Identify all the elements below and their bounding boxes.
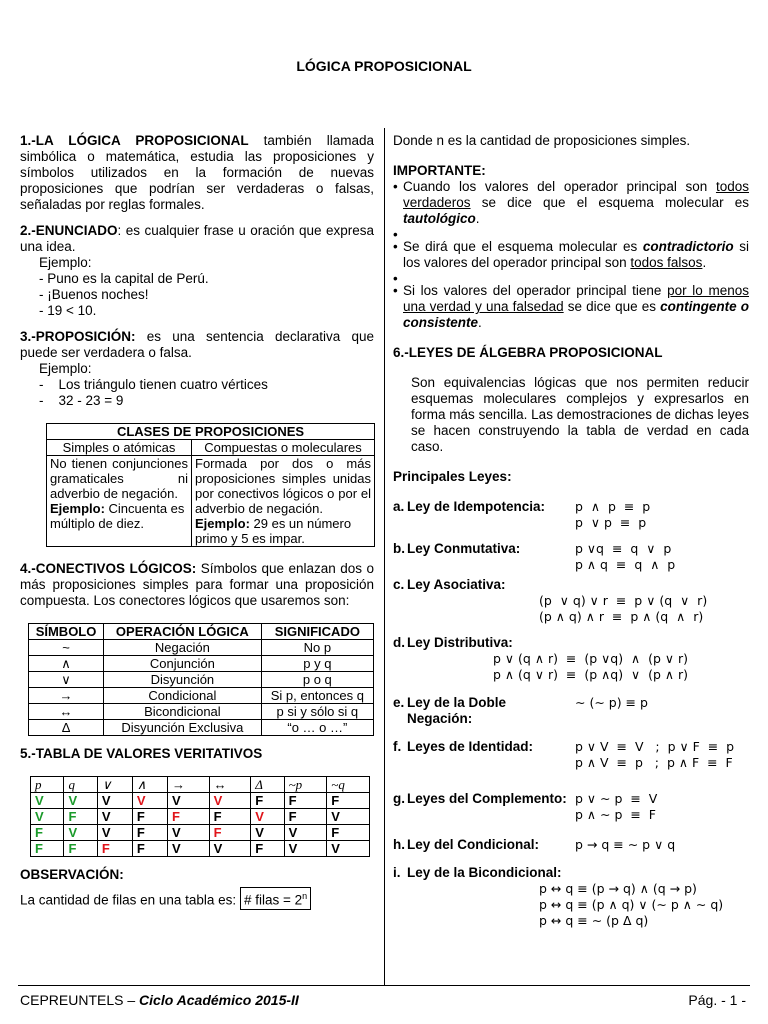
section-1-text: también llamada simbólica o matemática, estudia las proposiciones y símbolos utilizados en la formación de nuevas proposiciones que podrían ser verdaderas o falsas, señaladas por reglas formales. xyxy=(20,133,374,212)
filas-formula: # filas = $2^n$ xyxy=(240,887,311,910)
truth-cell: V xyxy=(31,793,64,809)
law-name: Ley Conmutativa: xyxy=(407,541,521,556)
law-formula: p ∨q ≡ q ∨ p xyxy=(575,541,672,556)
conectivos-header-simbolo: SÍMBOLO xyxy=(29,624,104,640)
left-column xyxy=(20,133,374,910)
truth-cell: F xyxy=(31,841,64,857)
law-name: Ley Distributiva: xyxy=(407,635,513,650)
truth-cell: F xyxy=(251,793,284,809)
truth-cell: V xyxy=(167,825,209,841)
importante-list xyxy=(393,179,749,331)
truth-cell: V xyxy=(167,793,209,809)
section-6-heading: 6.-LEYES DE ÁLGEBRA PROPOSICIONAL xyxy=(393,345,663,360)
law-item xyxy=(393,499,749,531)
law-name: Leyes del Complemento: xyxy=(407,791,567,806)
truth-table xyxy=(30,776,370,857)
section-3-example-1: - Los triángulo tienen cuatro vértices xyxy=(39,377,268,392)
law-formula: p ∧ q ≡ q ∧ p xyxy=(575,557,676,572)
truth-cell: V xyxy=(284,841,327,857)
footer-rule xyxy=(18,985,750,986)
page-title: LÓGICA PROPOSICIONAL xyxy=(296,58,472,74)
section-2-heading: 2.-ENUNCIADO xyxy=(20,223,118,238)
law-formula: p ↔ q ≡ (p → q) ∧ (q → p) xyxy=(539,881,697,896)
law-name: Ley de la Doble Negación: xyxy=(407,695,507,726)
truth-cell: F xyxy=(64,841,97,857)
section-1 xyxy=(20,133,374,213)
law-formula: p ↔ q ≡ ∼ (p Δ q) xyxy=(539,913,649,928)
law-letter: g. xyxy=(393,791,405,806)
section-4-heading: 4.-CONECTIVOS LÓGICOS: xyxy=(20,561,197,576)
section-5-heading: 5.-TABLA DE VALORES VERITATIVOS xyxy=(20,746,263,761)
truth-cell: V xyxy=(327,809,370,825)
section-1-heading: 1.-LA LÓGICA PROPOSICIONAL xyxy=(20,133,249,148)
truth-cell: F xyxy=(209,809,251,825)
truth-cell: V xyxy=(64,825,97,841)
law-letter: h. xyxy=(393,837,405,852)
footer-org: CEPREUNTELS – Ciclo Académico 2015-II xyxy=(20,992,299,1008)
section-2-example-1: - Puno es la capital de Perú. xyxy=(39,271,209,286)
truth-cell: V xyxy=(251,809,284,825)
donde-text: Donde n es la cantidad de proposiciones simples. xyxy=(393,133,691,148)
truth-cell: F xyxy=(31,825,64,841)
law-letter: d. xyxy=(393,635,405,650)
law-formula: p ∧ (q ∨ r) ≡ (p ∧q) ∨ (p ∧ r) xyxy=(493,667,689,682)
section-2-text: : es cualquier frase u oración que expresa una idea. xyxy=(20,223,374,254)
law-formula: (p ∧ q) ∧ r ≡ p ∧ (q ∧ r) xyxy=(539,609,704,624)
law-name: Ley Asociativa: xyxy=(407,577,506,592)
law-letter: i. xyxy=(393,865,401,880)
truth-cell: F xyxy=(209,825,251,841)
section-3 xyxy=(20,329,374,361)
right-column xyxy=(393,133,749,937)
table-row xyxy=(31,793,370,809)
conectivos-header-significado: SIGNIFICADO xyxy=(261,624,373,640)
law-name: Ley de Idempotencia: xyxy=(407,499,546,514)
law-formula: p ∨ V ≡ V ; p ∨ F ≡ p xyxy=(575,739,735,754)
truth-cell: F xyxy=(327,793,370,809)
truth-table-header: q xyxy=(64,777,97,793)
observacion-heading: OBSERVACIÓN: xyxy=(20,867,124,882)
table-row: Δ Disyunción Exclusiva “o … o …” xyxy=(29,720,374,736)
importante-heading: IMPORTANTE: xyxy=(393,163,486,178)
truth-cell: V xyxy=(327,841,370,857)
law-formula: p ∧ p ≡ p xyxy=(575,499,651,514)
truth-table-header: ∧ xyxy=(132,777,167,793)
section-3-heading: 3.-PROPOSICIÓN: xyxy=(20,329,136,344)
table-row xyxy=(31,809,370,825)
truth-table-header: p xyxy=(31,777,64,793)
observacion-line xyxy=(20,887,374,910)
truth-cell: V xyxy=(64,793,97,809)
section-3-text: es una sentencia declarativa que puede ser verdadera o falsa. xyxy=(20,329,374,360)
truth-table-header: ~q xyxy=(327,777,370,793)
table-row: ~ Negación No p xyxy=(29,640,374,656)
law-item xyxy=(393,695,749,727)
truth-cell: F xyxy=(251,841,284,857)
truth-cell: V xyxy=(209,841,251,857)
law-item xyxy=(393,739,749,771)
law-formula: p ∧ ∼ p ≡ F xyxy=(575,807,656,822)
truth-cell: F xyxy=(64,809,97,825)
truth-table-header: → xyxy=(167,777,209,793)
truth-table-header: ~p xyxy=(284,777,327,793)
law-formula: p ∧ V ≡ p ; p ∧ F ≡ F xyxy=(575,755,733,770)
law-formula: ∼ (∼ p) ≡ p xyxy=(575,695,648,710)
truth-cell: V xyxy=(31,809,64,825)
observacion-text: La cantidad de filas en una tabla es: xyxy=(20,892,237,908)
truth-table-header: ↔ xyxy=(209,777,251,793)
truth-cell: V xyxy=(167,841,209,857)
truth-cell: F xyxy=(97,841,132,857)
conectivos-header-operacion: OPERACIÓN LÓGICA xyxy=(104,624,262,640)
clases-col-simple: Simples o atómicas xyxy=(47,440,192,456)
laws-list xyxy=(393,499,749,929)
truth-cell: V xyxy=(97,809,132,825)
list-item: • Se dirá que el esquema molecular es contradictorio si los valores del operador principal son todos falsos. xyxy=(393,239,749,271)
law-letter: f. xyxy=(393,739,402,754)
law-formula: p ∨ (q ∧ r) ≡ (p ∨q) ∧ (p ∨ r) xyxy=(493,651,689,666)
table-row: ∧ Conjunción p y q xyxy=(29,656,374,672)
law-item xyxy=(393,635,749,683)
truth-cell: V xyxy=(97,825,132,841)
section-6-text: Son equivalencias lógicas que nos permiten reducir esquemas moleculares complejos y expresarlos en forma más sencilla. Las demostraciones de dichas leyes se hacen construyendo la tabla de verdad en cada caso. xyxy=(411,375,749,454)
table-row: → Condicional Si p, entonces q xyxy=(29,688,374,704)
law-item xyxy=(393,791,749,823)
truth-cell: F xyxy=(327,825,370,841)
truth-cell: F xyxy=(284,809,327,825)
footer-page: Pág. - 1 - xyxy=(688,992,746,1008)
law-name: Ley del Condicional: xyxy=(407,837,540,852)
truth-cell: V xyxy=(97,793,132,809)
section-4 xyxy=(20,561,374,609)
law-letter: e. xyxy=(393,695,405,710)
truth-table-header: Δ xyxy=(251,777,284,793)
column-divider xyxy=(384,128,385,985)
principales-leyes: Principales Leyes: xyxy=(393,469,512,484)
section-3-example-label: Ejemplo: xyxy=(39,361,92,376)
law-formula: p ∨ p ≡ p xyxy=(575,515,647,530)
law-item xyxy=(393,865,749,929)
law-name: Ley de la Bicondicional: xyxy=(407,865,562,880)
truth-table-header: ∨ xyxy=(97,777,132,793)
section-2-example-2: - ¡Buenos noches! xyxy=(39,287,149,302)
truth-cell: F xyxy=(284,793,327,809)
truth-cell: V xyxy=(209,793,251,809)
law-item xyxy=(393,577,749,625)
law-item xyxy=(393,541,749,573)
table-row: ↔ Bicondicional p si y sólo si q xyxy=(29,704,374,720)
clases-header: CLASES DE PROPOSICIONES xyxy=(47,424,375,440)
table-row xyxy=(31,841,370,857)
truth-cell: F xyxy=(132,841,167,857)
truth-cell: F xyxy=(132,825,167,841)
truth-cell: F xyxy=(167,809,209,825)
section-2 xyxy=(20,223,374,255)
table-row xyxy=(31,825,370,841)
truth-cell: V xyxy=(132,793,167,809)
clases-cell-simple: No tienen conjunciones gramaticales ni adverbio de negación. Ejemplo: Cincuenta es múltiplo de diez. xyxy=(47,456,192,547)
law-letter: b. xyxy=(393,541,405,556)
law-letter: a. xyxy=(393,499,405,514)
law-formula: p ∨ ∼ p ≡ V xyxy=(575,791,658,806)
truth-cell: F xyxy=(132,809,167,825)
law-formula: p ↔ q ≡ (p ∧ q) ∨ (∼ p ∧ ∼ q) xyxy=(539,897,724,912)
truth-cell: V xyxy=(284,825,327,841)
section-2-example-3: - 19 < 10. xyxy=(39,303,97,318)
clases-table xyxy=(46,423,375,547)
law-letter: c. xyxy=(393,577,405,592)
law-item xyxy=(393,837,749,853)
table-row: ∨ Disyunción p o q xyxy=(29,672,374,688)
section-4-text: Símbolos que enlazan dos o más proposiciones simples para formar una proposición compuesta. Los conectores lógicos que usaremos son: xyxy=(20,561,374,608)
list-item: • Cuando los valores del operador principal son todos verdaderos se dice que el esquema molecular es tautológico. xyxy=(393,179,749,227)
clases-col-compuesta: Compuestas o moleculares xyxy=(192,440,375,456)
section-2-example-label: Ejemplo: xyxy=(39,255,92,270)
truth-cell: V xyxy=(251,825,284,841)
law-formula: p → q ≡ ∼ p ∨ q xyxy=(575,837,676,852)
list-item: • Si los valores del operador principal tiene por lo menos una verdad y una falsedad se dice que es contingente o consistente. xyxy=(393,283,749,331)
law-formula: (p ∨ q) ∨ r ≡ p ∨ (q ∨ r) xyxy=(539,593,708,608)
clases-cell-compuesta: Formada por dos o más proposiciones simples unidas por conectivos lógicos o por el adverbio de negación. Ejemplo: 29 es un número primo y 5 es impar. xyxy=(192,456,375,547)
law-name: Leyes de Identidad: xyxy=(407,739,534,754)
section-3-example-2: - 32 - 23 = 9 xyxy=(39,393,124,408)
conectivos-table xyxy=(28,623,374,736)
